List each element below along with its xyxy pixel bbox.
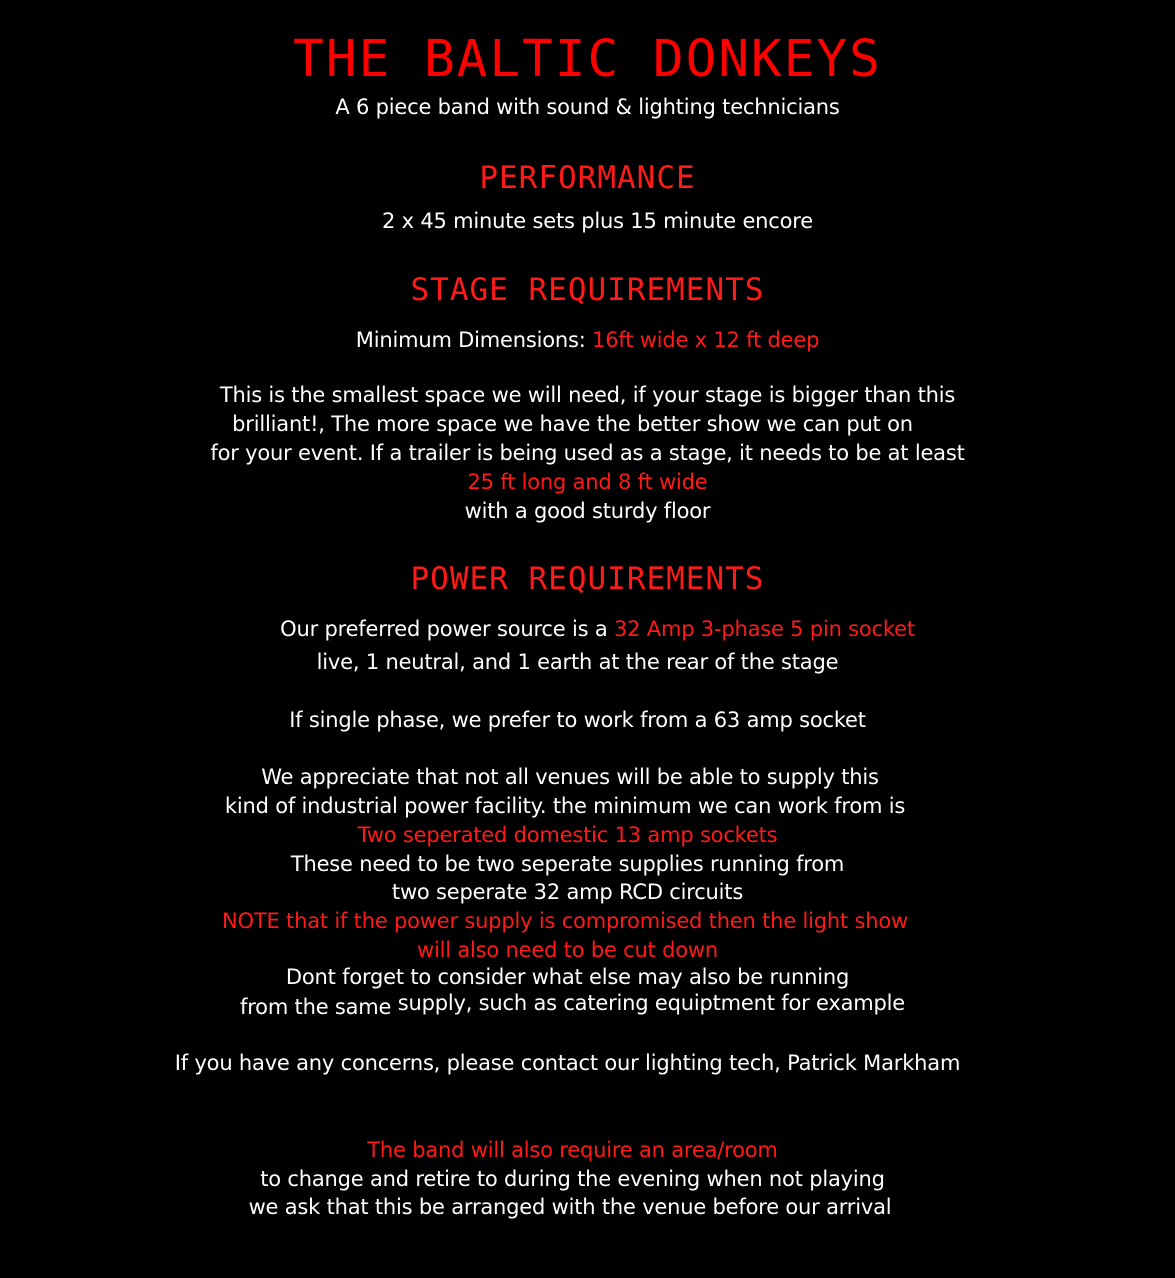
band-title: THE BALTIC DONKEYS: [293, 30, 882, 89]
performance-heading: PERFORMANCE: [479, 160, 696, 196]
power-preferred-amp: 32: [613, 617, 641, 641]
stage-min-label: Minimum Dimensions:: [355, 328, 593, 352]
power-consider-part-a: from the same: [240, 995, 398, 1019]
power-consider-part-b: supply, such as catering equiptment for example: [397, 991, 905, 1015]
power-heading: POWER REQUIREMENTS: [410, 561, 765, 597]
trailer-size: 25 ft long and 8 ft wide: [467, 470, 708, 494]
room-line-1: The band will also require an area/room: [367, 1138, 778, 1162]
power-appreciate-line-1: We appreciate that not all venues will be able to supply this: [261, 765, 879, 789]
power-consider-line-2: [0, 991, 1175, 1019]
room-line-3: we ask that this be arranged with the venue before our arrival: [248, 1195, 892, 1219]
power-minimum-sockets: Two seperated domestic 13 amp sockets: [357, 823, 778, 847]
room-line-2: to change and retire to during the evening when not playing: [260, 1167, 885, 1191]
trailer-floor: with a good sturdy floor: [464, 499, 711, 523]
stage-min-value: 16ft wide x 12 ft deep: [592, 328, 820, 352]
power-consider-line-1: Dont forget to consider what else may also be running: [285, 965, 850, 989]
stage-min-dimensions: [0, 330, 1175, 351]
performance-detail: 2 x 45 minute sets plus 15 minute encore: [382, 209, 813, 233]
stage-paragraph-line-1: This is the smallest space we will need, if your stage is bigger than this: [219, 383, 956, 407]
band-subtitle: A 6 piece band with sound & lighting technicians: [335, 95, 840, 119]
stage-paragraph-line-2: brilliant!, The more space we have the better show we can put on: [232, 412, 913, 436]
power-preferred-line-2: live, 1 neutral, and 1 earth at the rear of the stage: [316, 650, 839, 674]
power-supply-line-2: two seperate 32 amp RCD circuits: [391, 880, 744, 904]
power-preferred-line: [0, 619, 1175, 640]
stage-paragraph-line-3: for your event. If a trailer is being used as a stage, it needs to be at least: [210, 441, 965, 465]
power-note-line-2: will also need to be cut down: [417, 938, 718, 962]
stage-heading: STAGE REQUIREMENTS: [410, 272, 765, 308]
power-single-phase: If single phase, we prefer to work from a 63 amp socket: [289, 708, 866, 732]
power-appreciate-line-2: kind of industrial power facility. the minimum we can work from is: [224, 794, 906, 818]
power-preferred-socket: Amp 3-phase 5 pin socket: [640, 617, 915, 641]
power-preferred-prefix: Our preferred power source is a: [280, 617, 614, 641]
power-supply-line-1: These need to be two seperate supplies running from: [290, 852, 845, 876]
power-concerns: If you have any concerns, please contact our lighting tech, Patrick Markham: [174, 1051, 961, 1075]
power-note-line-1: NOTE that if the power supply is compromised then the light show: [222, 909, 908, 933]
